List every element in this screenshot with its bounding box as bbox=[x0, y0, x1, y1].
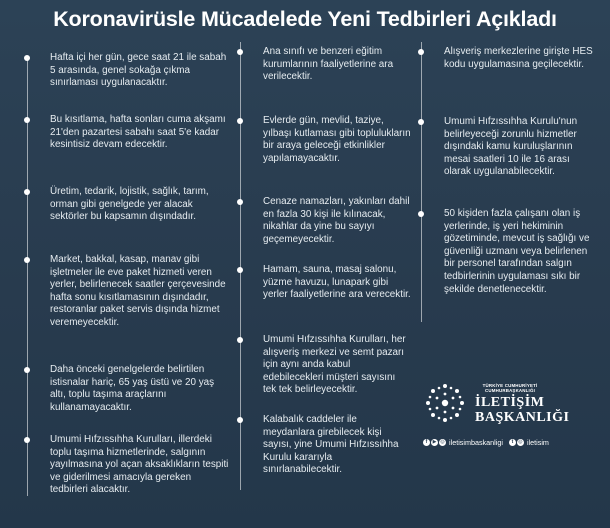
list-item: Daha önceki genelgelerde belirtilen istisnalar hariç, 65 yaş üstü ve 20 yaş altı, toplu taşıma araçlarını kullanamayacaktır. bbox=[24, 364, 230, 414]
bullet-dot bbox=[237, 49, 243, 55]
bullet-dot bbox=[237, 118, 243, 124]
org-name: İLETİŞİM BAŞKANLIĞI bbox=[475, 395, 570, 425]
bullet-dot bbox=[237, 337, 243, 343]
bullet-dot bbox=[418, 119, 424, 125]
bullet-dot bbox=[24, 257, 30, 263]
org-parent-name: TÜRKİYE CUMHURİYETİ CUMHURBAŞKANLIĞI bbox=[482, 383, 538, 394]
bullet-dot bbox=[237, 267, 243, 273]
instagram-icon: ◎ bbox=[440, 438, 445, 445]
list-item: Ana sınıfı ve benzeri eğitim kurumlarının faaliyetlerine ara verilecektir. bbox=[237, 46, 411, 84]
list-item: Hamam, sauna, masaj salonu, yüzme havuzu, lunapark gibi yerler faaliyetlerine ara verecektir. bbox=[237, 264, 411, 302]
facebook-icon: f bbox=[423, 439, 430, 446]
bullet-dot bbox=[24, 437, 30, 443]
bullet-dot bbox=[24, 55, 30, 61]
list-item: Market, bakkal, kasap, manav gibi işletmeler ile eve paket hizmeti veren yerler, belirlenecek saatler çerçevesinde hafta sonu kısıtlamasının dışındadır, restoranlar paket servis dışında hizmet veremeyecektir. bbox=[24, 254, 230, 330]
bullet-dot bbox=[237, 417, 243, 423]
bullet-dot bbox=[24, 367, 30, 373]
instagram-handle: iletisim bbox=[526, 437, 549, 447]
measures-column-1 bbox=[24, 42, 230, 520]
measures-column-3 bbox=[418, 42, 594, 520]
list-item: Cenaze namazları, yakınları dahil en fazla 30 kişi ile kılınacak, nikahlar da yine bu sayıyı geçemeyecektir. bbox=[237, 196, 411, 246]
list-item: 50 kişiden fazla çalışanı olan iş yerlerinde, iş yeri hekiminin gözetiminde, mevcut iş sağlığı ve güvenliği uzmanı veya belirlenen bir personel tarafından salgın tedbirlerinin uygulaması sıkı bir şekilde denetlenecektir. bbox=[418, 208, 594, 296]
star-ring-emblem-icon bbox=[420, 378, 470, 428]
bullet-dot bbox=[418, 211, 424, 217]
list-item: Umumi Hıfzıssıhha Kurulları, her alışveriş merkezi ve semt pazarı için aynı anda kabul edebilecekleri müşteri sayısını tek tek belirleyecektir. bbox=[237, 334, 411, 397]
instagram-icon: ◎ bbox=[518, 438, 523, 445]
bullet-dot bbox=[24, 189, 30, 195]
social-handles bbox=[423, 436, 549, 448]
list-item: Üretim, tedarik, lojistik, sağlık, tarım, orman gibi genelgede yer alacak sektörler bu kapsamın dışındadır. bbox=[24, 186, 230, 224]
measures-column-2 bbox=[237, 42, 411, 520]
bullet-dot bbox=[418, 49, 424, 55]
bullet-dot bbox=[24, 117, 30, 123]
twitter-icon: t bbox=[509, 439, 516, 446]
list-item: Umumi Hıfzıssıhha Kurulları, illerdeki toplu taşıma hizmetlerinde, salgının yayılmasına yol açan aksaklıkların tespiti ve giderilmesi amacıyla gereken tedbirleri alacaktır. bbox=[24, 434, 230, 497]
youtube-icon: ▶ bbox=[432, 438, 437, 445]
page-title: Koronavirüsle Mücadelede Yeni Tedbirleri Açıkladı bbox=[53, 7, 557, 31]
list-item: Bu kısıtlama, hafta sonları cuma akşamı 21'den pazartesi sabahı saat 5'e kadar kesintisiz devam edecektir. bbox=[24, 114, 230, 152]
list-item: Evlerde gün, mevlid, taziye, yılbaşı kutlaması gibi toplulukların bir araya geleceği etkinlikler yapılamayacaktır. bbox=[237, 115, 411, 165]
social-handle: iletisimbaskanligi bbox=[449, 437, 503, 447]
list-item: Umumi Hıfzıssıhha Kurulu'nun belirleyeceği zorunlu hizmetler dışındaki kamu kuruluşlarının mesai saatleri 10 ile 16 arası olarak uygulanabilecektir. bbox=[418, 116, 594, 179]
bullet-dot bbox=[237, 199, 243, 205]
list-item: Hafta içi her gün, gece saat 21 ile sabah 5 arasında, genel sokağa çıkma sınırlaması uygulanacaktır. bbox=[24, 52, 230, 90]
list-item: Alışveriş merkezlerine girişte HES kodu uygulamasına geçilecektir. bbox=[418, 46, 594, 71]
list-item: Kalabalık caddeler ile meydanlara girebilecek kişi sayısı, yine Umumi Hıfzıssıhha Kurulu kararıyla sınırlanabilecektir. bbox=[237, 414, 411, 477]
